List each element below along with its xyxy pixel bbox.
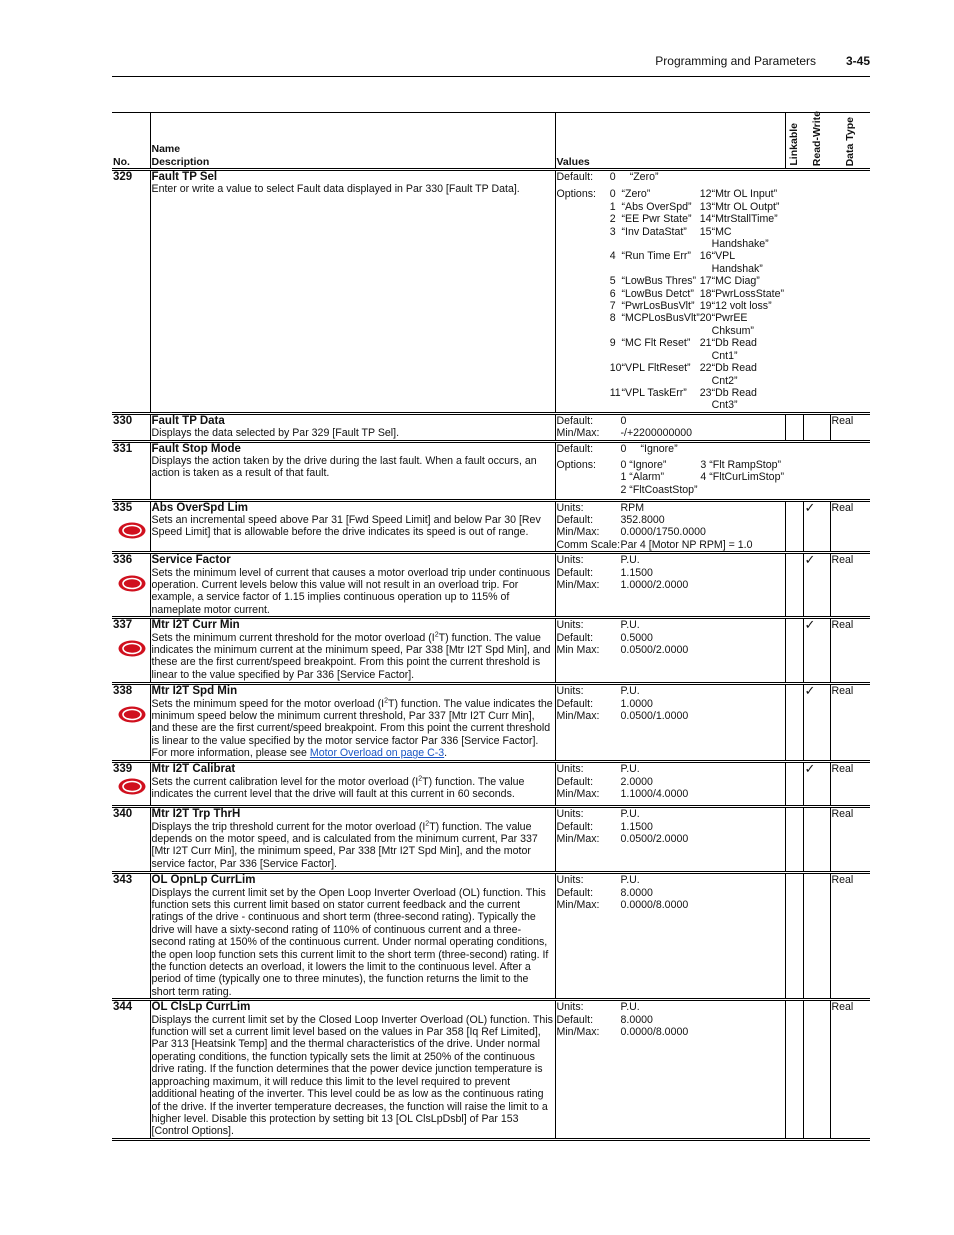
stop-symbol-icon — [118, 640, 146, 657]
col-read-write: Read-Write — [803, 113, 830, 170]
parameter-table — [112, 112, 870, 1141]
data-type: Real — [830, 500, 870, 553]
param-row-338: 338 Mtr I2T Spd Min Sets the minimum speed for the motor overload $(I^2T)$ function. The value indicates the minimum speed below the minimum current threshold, Par 337 [Mtr I2T Curr Min], and these are the first current/speed breakpoint. From this point the current threshold is linear to the value specified by the motor service factor Par 336 [Service Factor]. For more information, please see Motor Overload on page C-3. Units: P.U. Default: 1.0000 Min/Max: 0.0500/1.0000 ✓ Real — [112, 684, 870, 762]
page-header — [112, 52, 870, 77]
param-description: Displays the trip threshold current for the motor overload $(I^2T)$ function. The value depends on the motor speed, and is calculated from the minimum current, Par 337 [Mtr I2T Curr Min], the minimum speed, Par 338 [Mtr I2T Spd Min], and the motor service factor, Par 336 [Service Factor]. — [151, 820, 538, 870]
param-description: Enter or write a value to select Fault data displayed in Par 330 [Fault TP Data]. — [151, 183, 520, 196]
param-number: 329 — [113, 171, 133, 183]
param-name: Fault TP Sel — [151, 171, 218, 183]
data-type: Real — [830, 618, 870, 684]
param-description: Sets the current calibration level for the motor overload $(I^2T)$ function. The value indicates the current level that the drive will fault at this current in 60 seconds. — [151, 775, 525, 800]
section-title: Programming and Parameters — [655, 54, 816, 68]
param-row-340: 340 Mtr I2T Trp ThrH Displays the trip threshold current for the motor overload $(I^2T)$ function. The value depends on the motor speed, and is calculated from the minimum current, Par 337 [Mtr I2T Curr Min], the minimum speed, Par 338 [Mtr I2T Spd Min], and the motor service factor, Par 336 [Service Factor]. Units: P.U. Default: 1.1500 Min/Max: 0.0500/2.0000 Real — [112, 807, 870, 873]
stop-symbol-icon — [118, 778, 146, 795]
data-type: Real — [830, 762, 870, 807]
param-row-339: 339 Mtr I2T Calibrat Sets the current calibration level for the motor overload $(I^2T)$ function. The value indicates the current level that the drive will fault at this current in 60 seconds. Units: P.U. Default: 2.0000 Min/Max: 1.1000/4.0000 ✓ Real — [112, 762, 870, 807]
stop-symbol-icon — [118, 522, 146, 539]
options-list: 0 “Ignore” 3 “Flt RampStop” 1 “Alarm” 4 “FltCurLimStop” 2 “FltCoastStop” — [620, 458, 784, 496]
motor-overload-link[interactable]: Motor Overload on page C-3 — [309, 747, 445, 760]
col-no: No. — [112, 113, 150, 170]
stop-symbol-icon — [118, 575, 146, 592]
data-type: Real — [830, 413, 870, 441]
table-header-row — [112, 113, 870, 170]
data-type: Real — [830, 807, 870, 873]
col-linkable: Linkable — [785, 113, 803, 170]
data-type: Real — [830, 1000, 870, 1139]
col-description: Description — [151, 155, 210, 168]
col-values: Values — [555, 113, 785, 170]
read-write-check: ✓ — [803, 762, 830, 807]
data-type: Real — [830, 873, 870, 1000]
param-values: Default: 0 “Zero” Options: 0 “Zero” 12 “Mtr OL Input” 1 “Abs OverSpd” 13 “Mtr OL Outpt” 2 “EE Pwr State” 14 “MtrStallTime” 3 “Inv DataStat” 15 “MC Handshake” 4 “Run Time Err” 16 “VPL Handshak” 5 “LowBus Thres” 17 “MC Diag” 6 “LowBus Detct” 18 “PwrLossState” 7 “PwrLosBusVlt” 19 “12 volt loss” 8 “MCPLosBusVlt” 20 “PwrEE Chksum” 9 “MC Flt Reset” 21 “Db Read Cnt1” 10 “VPL FltReset” 22 “Db Read Cnt2” 11 “VPL TaskErr” 23 “Db Read Cnt3” — [556, 171, 784, 412]
read-write-check: ✓ — [803, 618, 830, 684]
col-name-desc — [150, 113, 555, 170]
page-number: 3-45 — [845, 54, 870, 68]
param-row-335: 335 Abs OverSpd Lim Sets an incremental speed above Par 31 [Fwd Speed Limit] and below Par 30 [Rev Speed Limit] that is allowable before the drive indicates its speed is out of range. Units: RPM Default: 352.8000 Min/Max: 0.0000/1750.0000 Comm Scale: Par 4 [Motor NP RPM] = 1.0 ✓ Real — [112, 500, 870, 553]
param-description: Sets the minimum current threshold for the motor overload $(I^2T)$ function. The value indicates the minimum current at the minimum speed, Par 338 [Mtr I2T Spd Min], and these are the first current/speed breakpoint. From this point the current threshold is linear to the value specified by Par 336 [Service Factor]. — [151, 631, 551, 681]
param-row-337: 337 Mtr I2T Curr Min Sets the minimum current threshold for the motor overload $(I^2T)$ function. The value indicates the minimum current at the minimum speed, Par 338 [Mtr I2T Spd Min], and these are the first current/speed breakpoint. From this point the current threshold is linear to the value specified by Par 336 [Service Factor]. Units: P.U. Default: 0.5000 Min Max: 0.0500/2.0000 ✓ Real — [112, 618, 870, 684]
param-row-343: 343 OL OpnLp CurrLim Displays the current limit set by the Open Loop Inverter Overload (OL) function. This function sets this current limit based on stator current feedback and the current ratings of the drive - continuous and short term (three-second rating). Typically the drive will have a sixty-second rating of 110% of continuous current and a three-second rating at 150% of the continuous current. Under normal operating conditions, the open loop function sets this current limit to the short term (three-second) rating. If the function detects an overload, it lowers the limit to the continuous level. After a period of time (typically one to three minutes), the function returns the limit to the short term rating. Units: P.U. Default: 8.0000 Min/Max: 0.0000/8.0000 Real — [112, 873, 870, 1000]
data-type: Real — [830, 684, 870, 762]
param-row-344: 344 OL ClsLp CurrLim Displays the current limit set by the Closed Loop Inverter Overload (OL) function. This function will set a current limit level based on the values in Par 358 [Iq Ref Limited], Par 313 [Heatsink Temp] and the thermal characteristics of the drive. Under normal operating conditions, the function typically sets the limit at 250% of the continuous drive rating. If the function determines that the power device junction temperature is approaching maximum, it will reduce this limit to the level required to prevent additional heating of the inverter. This level could be as low as the continuous rating of the drive. If the inverter temperature decreases, the function will raise the limit to a higher level. Disable this protection by setting bit 13 [OL ClsLpDsbl] of Par 153 [Control Options]. Units: P.U. Default: 8.0000 Min/Max: 0.0000/8.0000 Real — [112, 1000, 870, 1139]
param-row-331: 331 Fault Stop Mode Displays the action taken by the drive during the last fault. When a fault occurs, an action is taken as a result of that fault. Default: 0 “Ignore” Options: 0 “Ignore” 3 “Flt RampStop” 1 “Alarm” 4 “FltCurLimStop” 2 “FltCoastStop” — [112, 441, 870, 500]
param-row-329 — [112, 170, 870, 414]
param-row-336: 336 Service Factor Sets the minimum level of current that causes a motor overload trip under continuous operation. Current levels below this value will not result in an overload trip. For example, a service factor of 1.15 implies continuous operation up to 115% of nameplate motor current. Units: P.U. Default: 1.1500 Min/Max: 1.0000/2.0000 ✓ Real — [112, 553, 870, 618]
read-write-check: ✓ — [803, 500, 830, 553]
param-row-330: 330 Fault TP Data Displays the data selected by Par 329 [Fault TP Sel]. Default: 0 Min/Max: -/+2200000000 Real — [112, 413, 870, 441]
col-data-type: Data Type — [830, 113, 870, 170]
stop-symbol-icon — [118, 706, 146, 723]
read-write-check: ✓ — [803, 684, 830, 762]
param-description: Sets the minimum speed for the motor overload $(I^2T)$ function. The value indicates the minimum speed below the minimum current threshold, Par 337 [Mtr I2T Curr Min], and these are the first current/speed breakpoint. From this point the current threshold is linear to the value specified by the motor service factor Par 336 [Service Factor]. For more information, please see Motor Overload on page C-3. — [151, 697, 553, 760]
data-type: Real — [830, 553, 870, 618]
col-name: Name — [151, 143, 181, 156]
read-write-check: ✓ — [803, 553, 830, 618]
options-list: 0 “Zero” 12 “Mtr OL Input” 1 “Abs OverSpd” 13 “Mtr OL Outpt” 2 “EE Pwr State” 14 “MtrStallTime” 3 “Inv DataStat” 15 “MC Handshake” 4 “Run Time Err” 16 “VPL Handshak” 5 “LowBus Thres” 17 “MC Diag” 6 “LowBus Detct” 18 “PwrLossState” 7 “PwrLosBusVlt” 19 “12 volt loss” 8 “MCPLosBusVlt” 20 “PwrEE Chksum” 9 “MC Flt Reset” 21 “Db Read Cnt1” 10 “VPL FltReset” 22 “Db Read Cnt2” 11 “VPL TaskErr” 23 “Db Read Cnt3” — [609, 188, 784, 412]
